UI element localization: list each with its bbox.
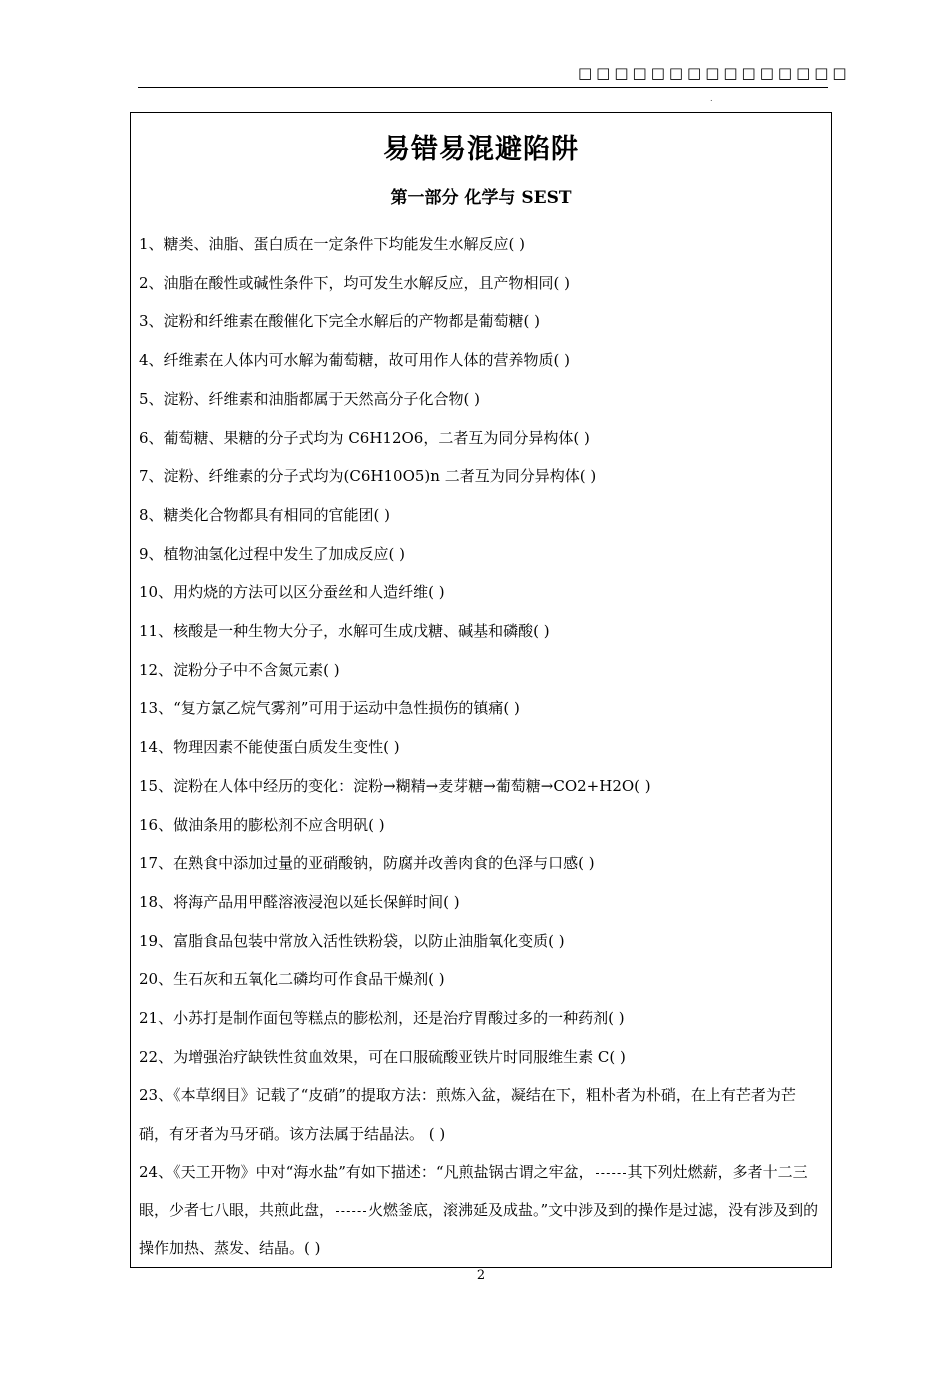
question-item: 2、油脂在酸性或碱性条件下，均可发生水解反应，且产物相同( ) — [139, 273, 571, 292]
question-item: 12、淀粉分子中不含氮元素( ) — [139, 660, 340, 679]
question-item: 21、小苏打是制作面包等糕点的膨松剂，还是治疗胃酸过多的一种药剂( ) — [139, 1009, 625, 1028]
header-running-title: □□□□□□□□□□□□□□□ — [578, 64, 851, 82]
question-item: 20、生石灰和五氧化二磷均可作食品干燥剂( ) — [139, 970, 445, 989]
page-title: 易错易混避陷阱 — [383, 134, 579, 165]
question-24-part1: 24、《天工开物》中对“海水盐”有如下描述：“凡煎盐锅古谓之牢盆， — [139, 1162, 594, 1181]
question-item: 23、《本草纲目》记载了“皮硝”的提取方法：煎炼入盆，凝结在下，粗朴者为朴硝，在上有芒者为芒硝，有牙者为马牙硝。该方法属于结晶法。 ( ) — [139, 1086, 796, 1143]
question-item: 14、物理因素不能使蛋白质发生变性( ) — [139, 738, 400, 757]
question-item: 13、“复方氯乙烷气雾剂”可用于运动中急性损伤的镇痛( ) — [139, 699, 520, 718]
question-item: 8、糖类化合物都具有相同的官能团( ) — [139, 505, 391, 524]
question-item: 11、核酸是一种生物大分子，水解可生成戊糖、碱基和磷酸( ) — [139, 622, 550, 641]
content-frame — [130, 112, 832, 1268]
question-item: 22、为增强治疗缺铁性贫血效果，可在口服硫酸亚铁片时同服维生素 C( ) — [139, 1047, 626, 1066]
question-item: 3、淀粉和纤维素在酸催化下完全水解后的产物都是葡萄糖( ) — [139, 312, 541, 331]
section-subtitle: 第一部分 化学与 SEST — [390, 188, 572, 208]
header-rule — [138, 87, 828, 88]
question-item: 15、淀粉在人体中经历的变化：淀粉→糊精→麦芽糖→葡萄糖→CO2+H2O( ) — [139, 776, 651, 795]
question-item: 1、糖类、油脂、蛋白质在一定条件下均能发生水解反应( ) — [139, 235, 526, 253]
question-item: 18、将海产品用甲醛溶液浸泡以延长保鲜时间( ) — [139, 892, 460, 911]
question-24-part2: 其下列灶燃薪，多者十二三眼，少者七八眼，共煎此盘， — [139, 1162, 808, 1220]
header-mark: . — [710, 94, 713, 103]
question-item: 7、淀粉、纤维素的分子式均为(C6H10O5)n 二者互为同分异构体( ) — [139, 467, 597, 486]
question-item: 5、淀粉、纤维素和油脂都属于天然高分子化合物( ) — [139, 389, 481, 408]
question-item: 10、用灼烧的方法可以区分蚕丝和人造纤维( ) — [139, 583, 445, 602]
answer-blank — [596, 1172, 626, 1174]
question-item: 6、葡萄糖、果糖的分子式均为 C6H12O6，二者互为同分异构体( ) — [139, 428, 590, 447]
question-list — [139, 225, 825, 1267]
question-item: 16、做油条用的膨松剂不应含明矾( ) — [139, 815, 385, 834]
question-item: 19、富脂食品包装中常放入活性铁粉袋，以防止油脂氧化变质( ) — [139, 931, 565, 950]
question-24-part3: 火燃釜底，滚沸延及成盐。”文中涉及到的操作是过滤，没有涉及到的操作加热、蒸发、结晶。( ) — [139, 1201, 819, 1258]
answer-blank — [336, 1210, 366, 1212]
question-item: 9、植物油氢化过程中发生了加成反应( ) — [139, 544, 406, 563]
question-item-24 — [139, 1153, 825, 1268]
page-number: 2 — [476, 1268, 486, 1283]
question-item: 4、纤维素在人体内可水解为葡萄糖，故可用作人体的营养物质( ) — [139, 351, 571, 370]
question-item: 17、在熟食中添加过量的亚硝酸钠，防腐并改善肉食的色泽与口感( ) — [139, 854, 595, 873]
